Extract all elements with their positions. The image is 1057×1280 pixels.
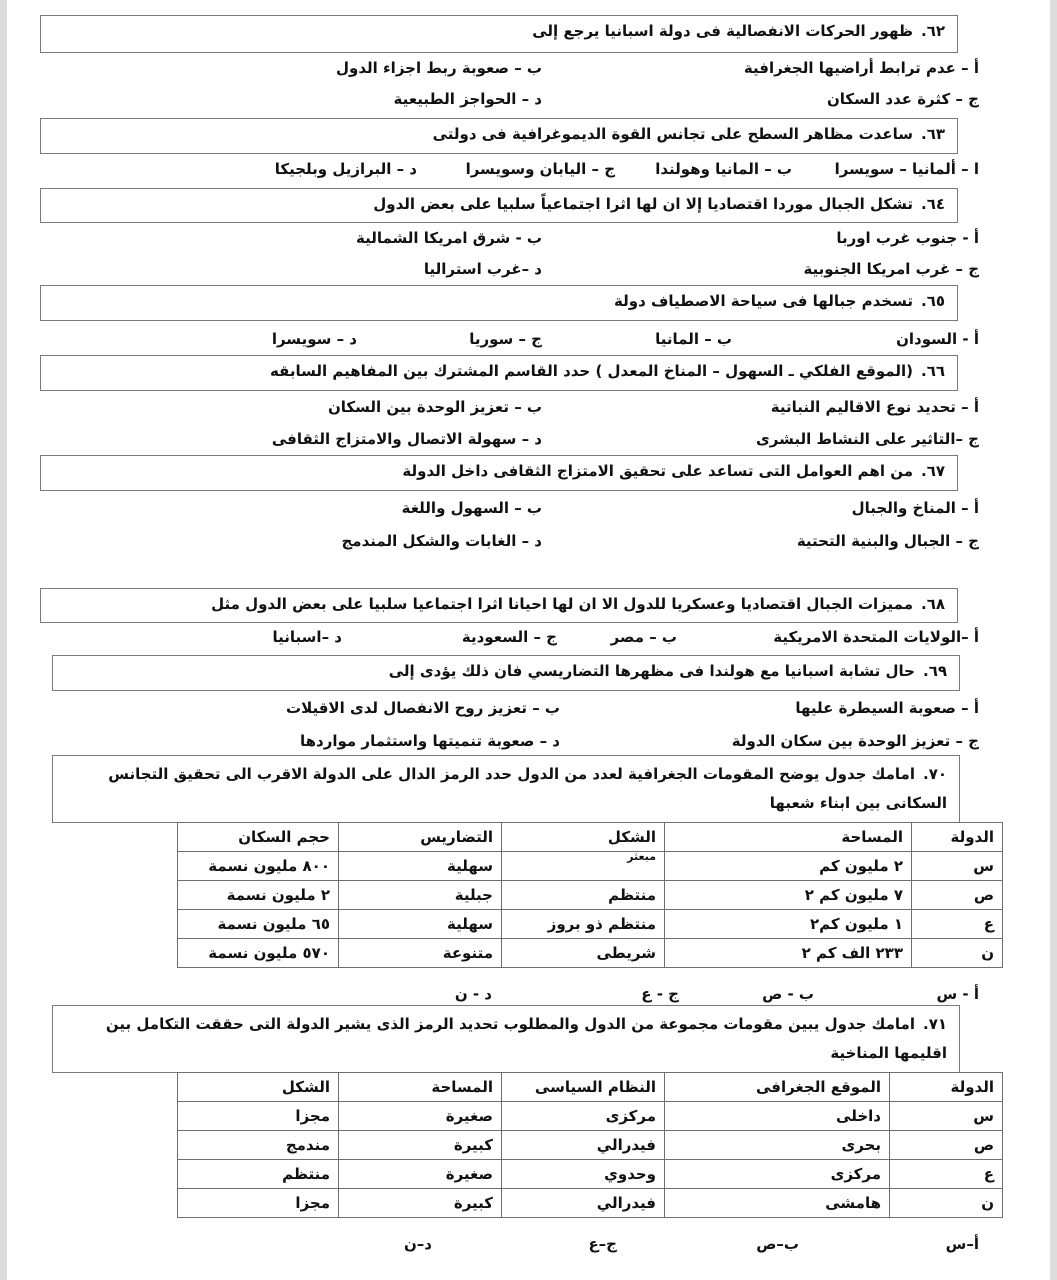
option-a[interactable]: أ–س [945,1235,979,1253]
question-63-box [40,118,958,154]
table-cell: هامشى [665,1189,890,1218]
table-row [178,939,1003,968]
table-cell: ع [890,1160,1003,1189]
table-cell: مركزى [502,1102,665,1131]
question-number: ٦٦. [920,362,945,380]
question-67-box [40,455,958,491]
option-a[interactable]: أ – تحديد نوع الاقاليم النباتية [770,398,979,416]
option-d[interactable]: د – سهولة الاتصال والامتزاج الثقافى [271,430,542,448]
option-b[interactable]: ب – المانيا وهولندا [655,160,792,178]
table-cell: منتظم [178,1160,339,1189]
option-c[interactable]: ج – الجبال والبنية التحتية [796,532,979,550]
table-cell: ٢ مليون كم [665,852,912,881]
option-b[interactable]: ب – تعزيز روح الانفصال لدى الاقيلات [286,699,560,717]
question-64-box [40,188,958,223]
question-68-box [40,588,958,623]
option-a[interactable]: أ - السودان [896,330,979,348]
option-b[interactable]: ب – تعزيز الوحدة بين السكان [327,398,542,416]
question-text: مميزات الجبال اقتصاديا وعسكريا للدول الا ان لها احيانا اثرا اجتماعيا سلبيا على بعض الدول مثل [211,595,913,613]
option-d[interactable]: د – الغابات والشكل المندمج [341,532,542,550]
option-c[interactable]: ج – تعزيز الوحدة بين سكان الدولة [731,732,979,750]
question-text: حال تشابة اسبانيا مع هولندا فى مظهرها التضاريسي فان ذلك يؤدى إلى [388,662,915,680]
option-a[interactable]: أ – صعوبة السيطرة عليها [795,699,979,717]
header-cell: الدولة [890,1073,1003,1102]
option-a[interactable]: أ – المناخ والجبال [851,499,979,517]
header-cell: الشكل [502,823,665,852]
table-cell: ٢٣٣ الف كم ٢ [665,939,912,968]
table-header-row [178,1073,1003,1102]
page-edge-left [0,0,7,1280]
option-b[interactable]: ب – المانيا [655,330,732,348]
table-cell: ٢ مليون نسمة [178,881,339,910]
table-cell: ص [912,881,1003,910]
table-cell: منتظم [502,881,665,910]
option-c[interactable]: ج – غرب امريكا الجنوبية [803,260,979,278]
table-cell: داخلى [665,1102,890,1131]
option-b[interactable]: ب - ص [762,985,814,1003]
option-b[interactable]: ب – صعوبة ربط اجزاء الدول [336,59,542,77]
option-a[interactable]: ا – ألمانيا – سويسرا [834,160,979,178]
question-text: ساعدت مظاهر السطح على تجانس القوة الديموغرافية فى دولتى [432,125,913,143]
option-c[interactable]: ج – سوريا [469,330,542,348]
table-cell: بحرى [665,1131,890,1160]
question-number: ٦٢. [920,22,945,40]
table-cell: فيدرالي [502,1189,665,1218]
option-b[interactable]: ب - شرق امريكا الشمالية [355,229,542,247]
option-c[interactable]: ج –التاثير على النشاط البشرى [756,430,979,448]
question-text: تسخدم جبالها فى سياحة الاصطياف دولة [614,292,913,310]
option-c[interactable]: ج – كثرة عدد السكان [826,90,979,108]
table-cell: كبيرة [339,1189,502,1218]
option-c[interactable]: ج – اليابان وسويسرا [465,160,615,178]
table-cell: جبلية [339,881,502,910]
table-cell: ن [890,1189,1003,1218]
question-text: امامك جدول يبين مقومات مجموعة من الدول والمطلوب تحديد الرمز الذى يشير الدولة التى حققت التكامل بين اقليمها المناخية [105,1015,947,1062]
question-number: ٦٤. [920,195,945,213]
option-d[interactable]: د – البرازيل وبلجيكا [274,160,417,178]
option-d[interactable]: د - ن [454,985,492,1003]
option-c[interactable]: ج – السعودية [461,628,557,646]
table-cell: ن [912,939,1003,968]
table-cell: ٥٧٠ مليون نسمة [178,939,339,968]
header-cell: المساحة [339,1073,502,1102]
table-cell: وحدوي [502,1160,665,1189]
table-cell: ص [890,1131,1003,1160]
table-cell: متنوعة [339,939,502,968]
table-row [178,1189,1003,1218]
table-70 [177,822,1003,968]
table-cell: منتظم ذو بروز [502,910,665,939]
question-text: (الموقع الفلكي ـ السهول – المناخ المعدل ) حدد القاسم المشترك بين المفاهيم السابقه [269,362,913,380]
table-cell: مركزى [665,1160,890,1189]
option-a[interactable]: أ - جنوب غرب اوربا [836,229,979,247]
table-cell: سهلية [339,910,502,939]
table-row [178,1102,1003,1131]
question-69-box [52,655,960,691]
table-cell: ١ مليون كم٢ [665,910,912,939]
header-cell: حجم السكان [178,823,339,852]
question-62-box [40,15,958,53]
table-cell: ٧ مليون كم ٢ [665,881,912,910]
table-cell: فيدرالي [502,1131,665,1160]
table-cell: مندمج [178,1131,339,1160]
table-cell: سهلية [339,852,502,881]
table-cell: شريطى [502,939,665,968]
option-d[interactable]: د – الحواجز الطبيعية [393,90,542,108]
table-cell: ع [912,910,1003,939]
question-number: ٦٥. [920,292,945,310]
question-number: ٧٠. [922,765,947,783]
question-70-box [52,755,960,823]
question-number: ٦٣. [920,125,945,143]
table-cell: صغيرة [339,1160,502,1189]
option-b[interactable]: ب – السهول واللغة [401,499,542,517]
option-d[interactable]: د–ن [403,1235,432,1253]
question-text: امامك جدول يوضح المقومات الجغرافية لعدد من الدول حدد الرمز الدال على الدولة الاقرب الى تحقيق التجانس السكانى بين ابناء شعبها [108,765,947,812]
question-71-box [52,1005,960,1073]
question-number: ٦٩. [922,662,947,680]
table-cell: مبعثر [502,852,665,881]
option-b[interactable]: ب – مصر [610,628,677,646]
table-row [178,852,1003,881]
header-cell: التضاريس [339,823,502,852]
table-row [178,910,1003,939]
question-number: ٦٧. [920,462,945,480]
question-text: من اهم العوامل التى تساعد على تحقيق الامتزاج الثقافى داخل الدولة [402,462,913,480]
header-cell: الدولة [912,823,1003,852]
page-edge-right [1050,0,1057,1280]
table-cell: مجزا [178,1189,339,1218]
table-cell: كبيرة [339,1131,502,1160]
question-number: ٦٨. [920,595,945,613]
header-cell: الموقع الجغرافى [665,1073,890,1102]
question-number: ٧١. [922,1015,947,1033]
option-d[interactable]: د – صعوبة تنميتها واستثمار مواردها [300,732,560,750]
table-row [178,881,1003,910]
option-c[interactable]: ج–ع [588,1235,617,1253]
option-a[interactable]: أ – عدم ترابط أراضيها الجغرافية [743,59,979,77]
question-text: ظهور الحركات الانفصالية فى دولة اسبانيا يرجع إلى [532,22,913,40]
table-row [178,1160,1003,1189]
table-cell: صغيرة [339,1102,502,1131]
table-row [178,1131,1003,1160]
table-cell: ٨٠٠ مليون نسمة [178,852,339,881]
table-cell: س [912,852,1003,881]
option-d[interactable]: د – سويسرا [271,330,357,348]
header-cell: المساحة [665,823,912,852]
option-d[interactable]: د –غرب استراليا [423,260,542,278]
table-71 [177,1072,1003,1218]
option-b[interactable]: ب–ص [756,1235,799,1253]
question-65-box [40,285,958,321]
option-a[interactable]: أ - س [936,985,979,1003]
header-cell: النظام السياسى [502,1073,665,1102]
table-cell: ٦٥ مليون نسمة [178,910,339,939]
question-66-box [40,355,958,391]
table-header-row [178,823,1003,852]
question-text: تشكل الجبال موردا اقتصاديا إلا ان لها اثرا اجتماعياً سلبيا على بعض الدول [373,195,913,213]
header-cell: الشكل [178,1073,339,1102]
option-c[interactable]: ج - ع [641,985,679,1003]
table-cell: س [890,1102,1003,1131]
option-a[interactable]: أ –الولايات المتحدة الامريكية [773,628,979,646]
option-d[interactable]: د –اسبانيا [272,628,342,646]
table-cell: مجزا [178,1102,339,1131]
